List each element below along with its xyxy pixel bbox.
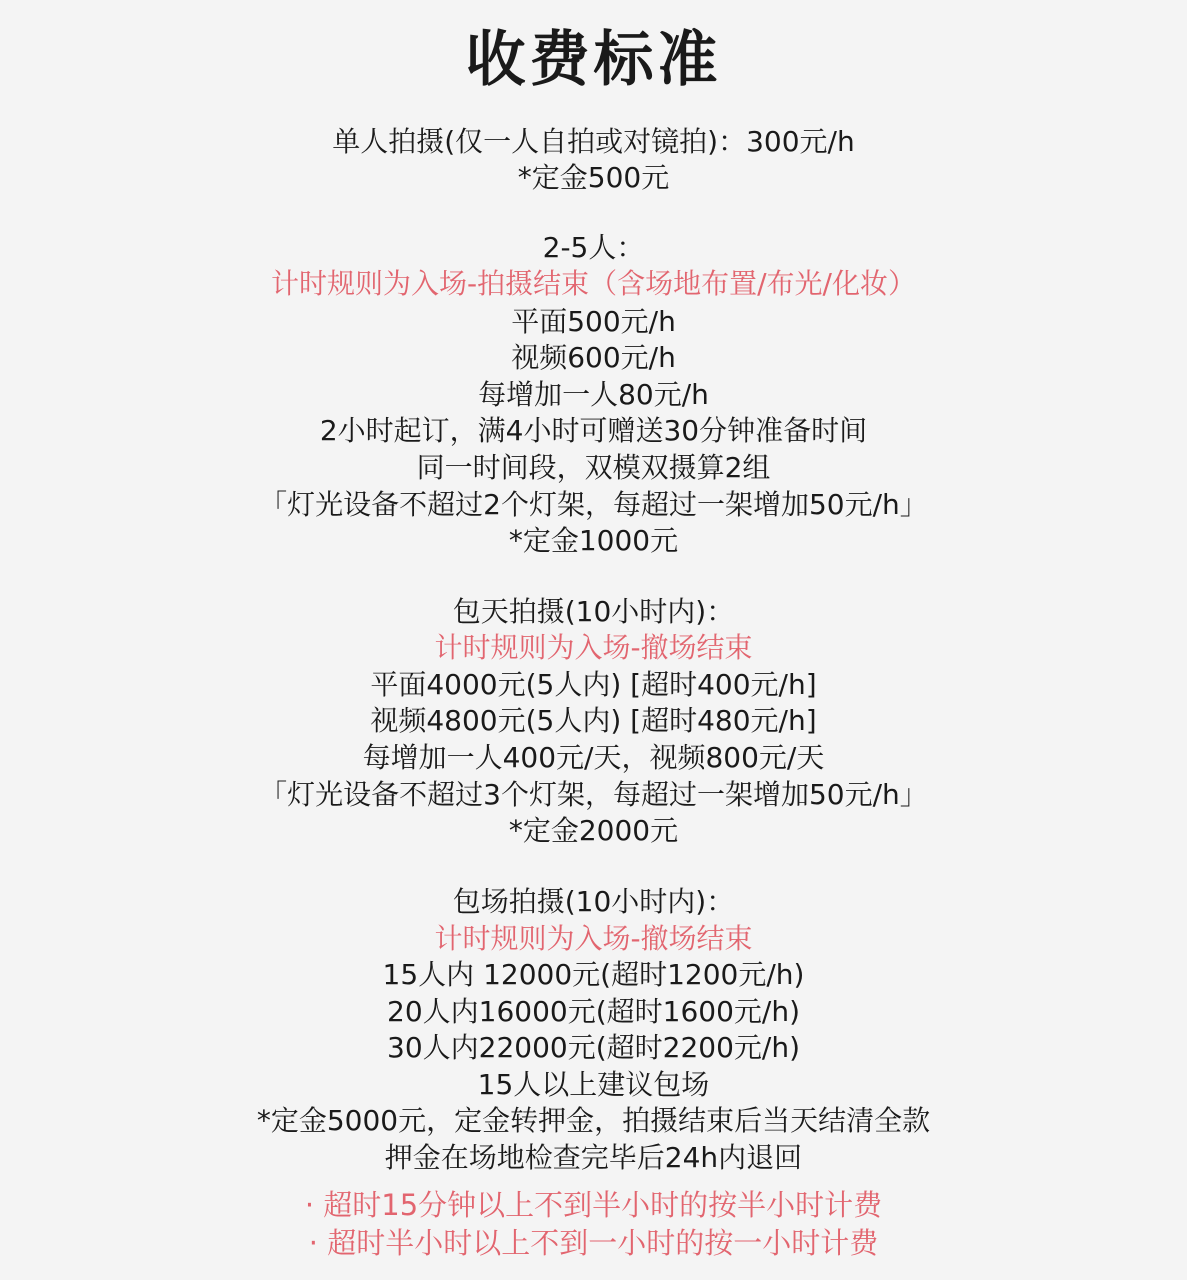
- single-shoot-deposit: *定金500元: [517, 161, 670, 194]
- day-timing-rule: 计时规则为入场-撤场结束: [434, 631, 753, 664]
- group-deposit: *定金1000元: [508, 524, 679, 557]
- group-minimum-booking: 2小时起订，满4小时可赠送30分钟准备时间: [319, 414, 868, 447]
- venue-suggestion: 15人以上建议包场: [477, 1068, 710, 1101]
- group-flat-price: 平面500元/h: [511, 305, 676, 338]
- day-flat-price: 平面4000元(5人内) [超时400元/h]: [370, 668, 817, 701]
- single-shoot-price: 单人拍摄(仅一人自拍或对镜拍)：300元/h: [332, 125, 855, 158]
- venue-timing-rule: 计时规则为入场-撤场结束: [434, 922, 753, 955]
- group-same-slot: 同一时间段，双模双摄算2组: [416, 451, 771, 484]
- day-deposit: *定金2000元: [508, 814, 679, 847]
- overtime-note-half-hour: · 超时15分钟以上不到半小时的按半小时计费: [304, 1188, 883, 1222]
- day-heading: 包天拍摄(10小时内)：: [452, 595, 735, 628]
- group-extra-person: 每增加一人80元/h: [478, 378, 709, 411]
- group-video-price: 视频600元/h: [511, 341, 676, 374]
- page-title: 收费标准: [465, 25, 722, 95]
- group-lighting: 「灯光设备不超过2个灯架，每超过一架增加50元/h」: [259, 488, 928, 521]
- group-timing-rule: 计时规则为入场-拍摄结束（含场地布置/布光/化妆）: [271, 267, 916, 300]
- day-video-price: 视频4800元(5人内) [超时480元/h]: [370, 704, 817, 737]
- venue-deposit: *定金5000元，定金转押金，拍摄结束后当天结清全款: [256, 1104, 931, 1137]
- venue-heading: 包场拍摄(10小时内)：: [452, 885, 735, 918]
- group-heading: 2-5人：: [542, 231, 645, 264]
- overtime-note-full-hour: · 超时半小时以上不到一小时的按一小时计费: [308, 1226, 879, 1260]
- venue-tier-30: 30人内22000元(超时2200元/h): [387, 1031, 800, 1064]
- day-lighting: 「灯光设备不超过3个灯架，每超过一架增加50元/h」: [259, 778, 928, 811]
- venue-tier-20: 20人内16000元(超时1600元/h): [387, 995, 800, 1028]
- venue-refund: 押金在场地检查完毕后24h内退回: [384, 1141, 803, 1174]
- venue-tier-15: 15人内 12000元(超时1200元/h): [382, 958, 805, 991]
- day-extra-person: 每增加一人400元/天，视频800元/天: [362, 741, 825, 774]
